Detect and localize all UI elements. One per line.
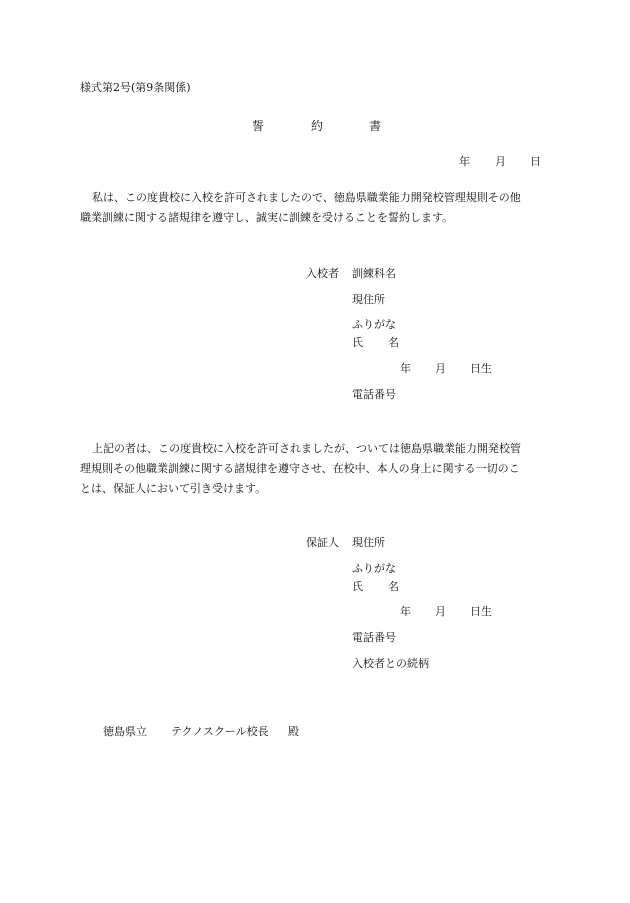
student-birth-day: 日生 xyxy=(470,362,492,375)
guarantor-line-3: とは、保証人において引き受けます。 xyxy=(80,482,267,495)
date-year-label: 年 xyxy=(459,155,470,168)
student-name-label-1: 氏 xyxy=(352,336,363,349)
student-phone-label: 電話番号 xyxy=(352,388,396,401)
addressee-school: テクノスクール校長 xyxy=(171,725,269,738)
student-name-label-2: 名 xyxy=(388,336,399,349)
student-birth-year: 年 xyxy=(400,362,411,375)
guarantor-birth-day: 日生 xyxy=(470,605,492,618)
form-number: 様式第2号(第9条関係) xyxy=(80,81,191,94)
guarantor-relation-label: 入校者との続柄 xyxy=(352,657,429,670)
student-furigana-label: ふりがな xyxy=(352,318,396,331)
guarantor-heading: 保証人 xyxy=(306,536,339,549)
title-char-2: 約 xyxy=(311,119,324,133)
student-birth-month: 月 xyxy=(435,362,446,375)
guarantor-address-label: 現住所 xyxy=(352,536,385,549)
date-month-label: 月 xyxy=(495,155,506,168)
title-char-3: 書 xyxy=(369,119,382,133)
pledge-line-1: 私は、この度貴校に入校を許可されましたので、徳島県職業能力開発校管理規則その他 xyxy=(92,191,521,204)
pledge-line-2: 職業訓練に関する諸規律を遵守し、誠実に訓練を受けることを誓約します。 xyxy=(80,211,454,224)
guarantor-phone-label: 電話番号 xyxy=(352,631,396,644)
student-address-label: 現住所 xyxy=(352,293,385,306)
addressee-prefecture: 徳島県立 xyxy=(103,725,147,738)
title-char-1: 誓 xyxy=(252,119,265,133)
student-heading: 入校者 xyxy=(306,267,339,280)
addressee-honorific: 殿 xyxy=(288,725,299,738)
guarantor-birth-year: 年 xyxy=(400,605,411,618)
guarantor-line-1: 上記の者は、この度貴校に入校を許可されましたが、ついては徳島県職業能力開発校管 xyxy=(92,442,521,455)
guarantor-furigana-label: ふりがな xyxy=(352,562,396,575)
guarantor-birth-month: 月 xyxy=(435,605,446,618)
date-day-label: 日 xyxy=(530,155,541,168)
student-course-label: 訓練科名 xyxy=(352,267,396,280)
guarantor-name-label-1: 氏 xyxy=(352,580,363,593)
guarantor-line-2: 理規則その他職業訓練に関する諸規律を遵守させ、在校中、本人の身上に関する一切のこ xyxy=(80,462,520,475)
guarantor-name-label-2: 名 xyxy=(388,580,399,593)
